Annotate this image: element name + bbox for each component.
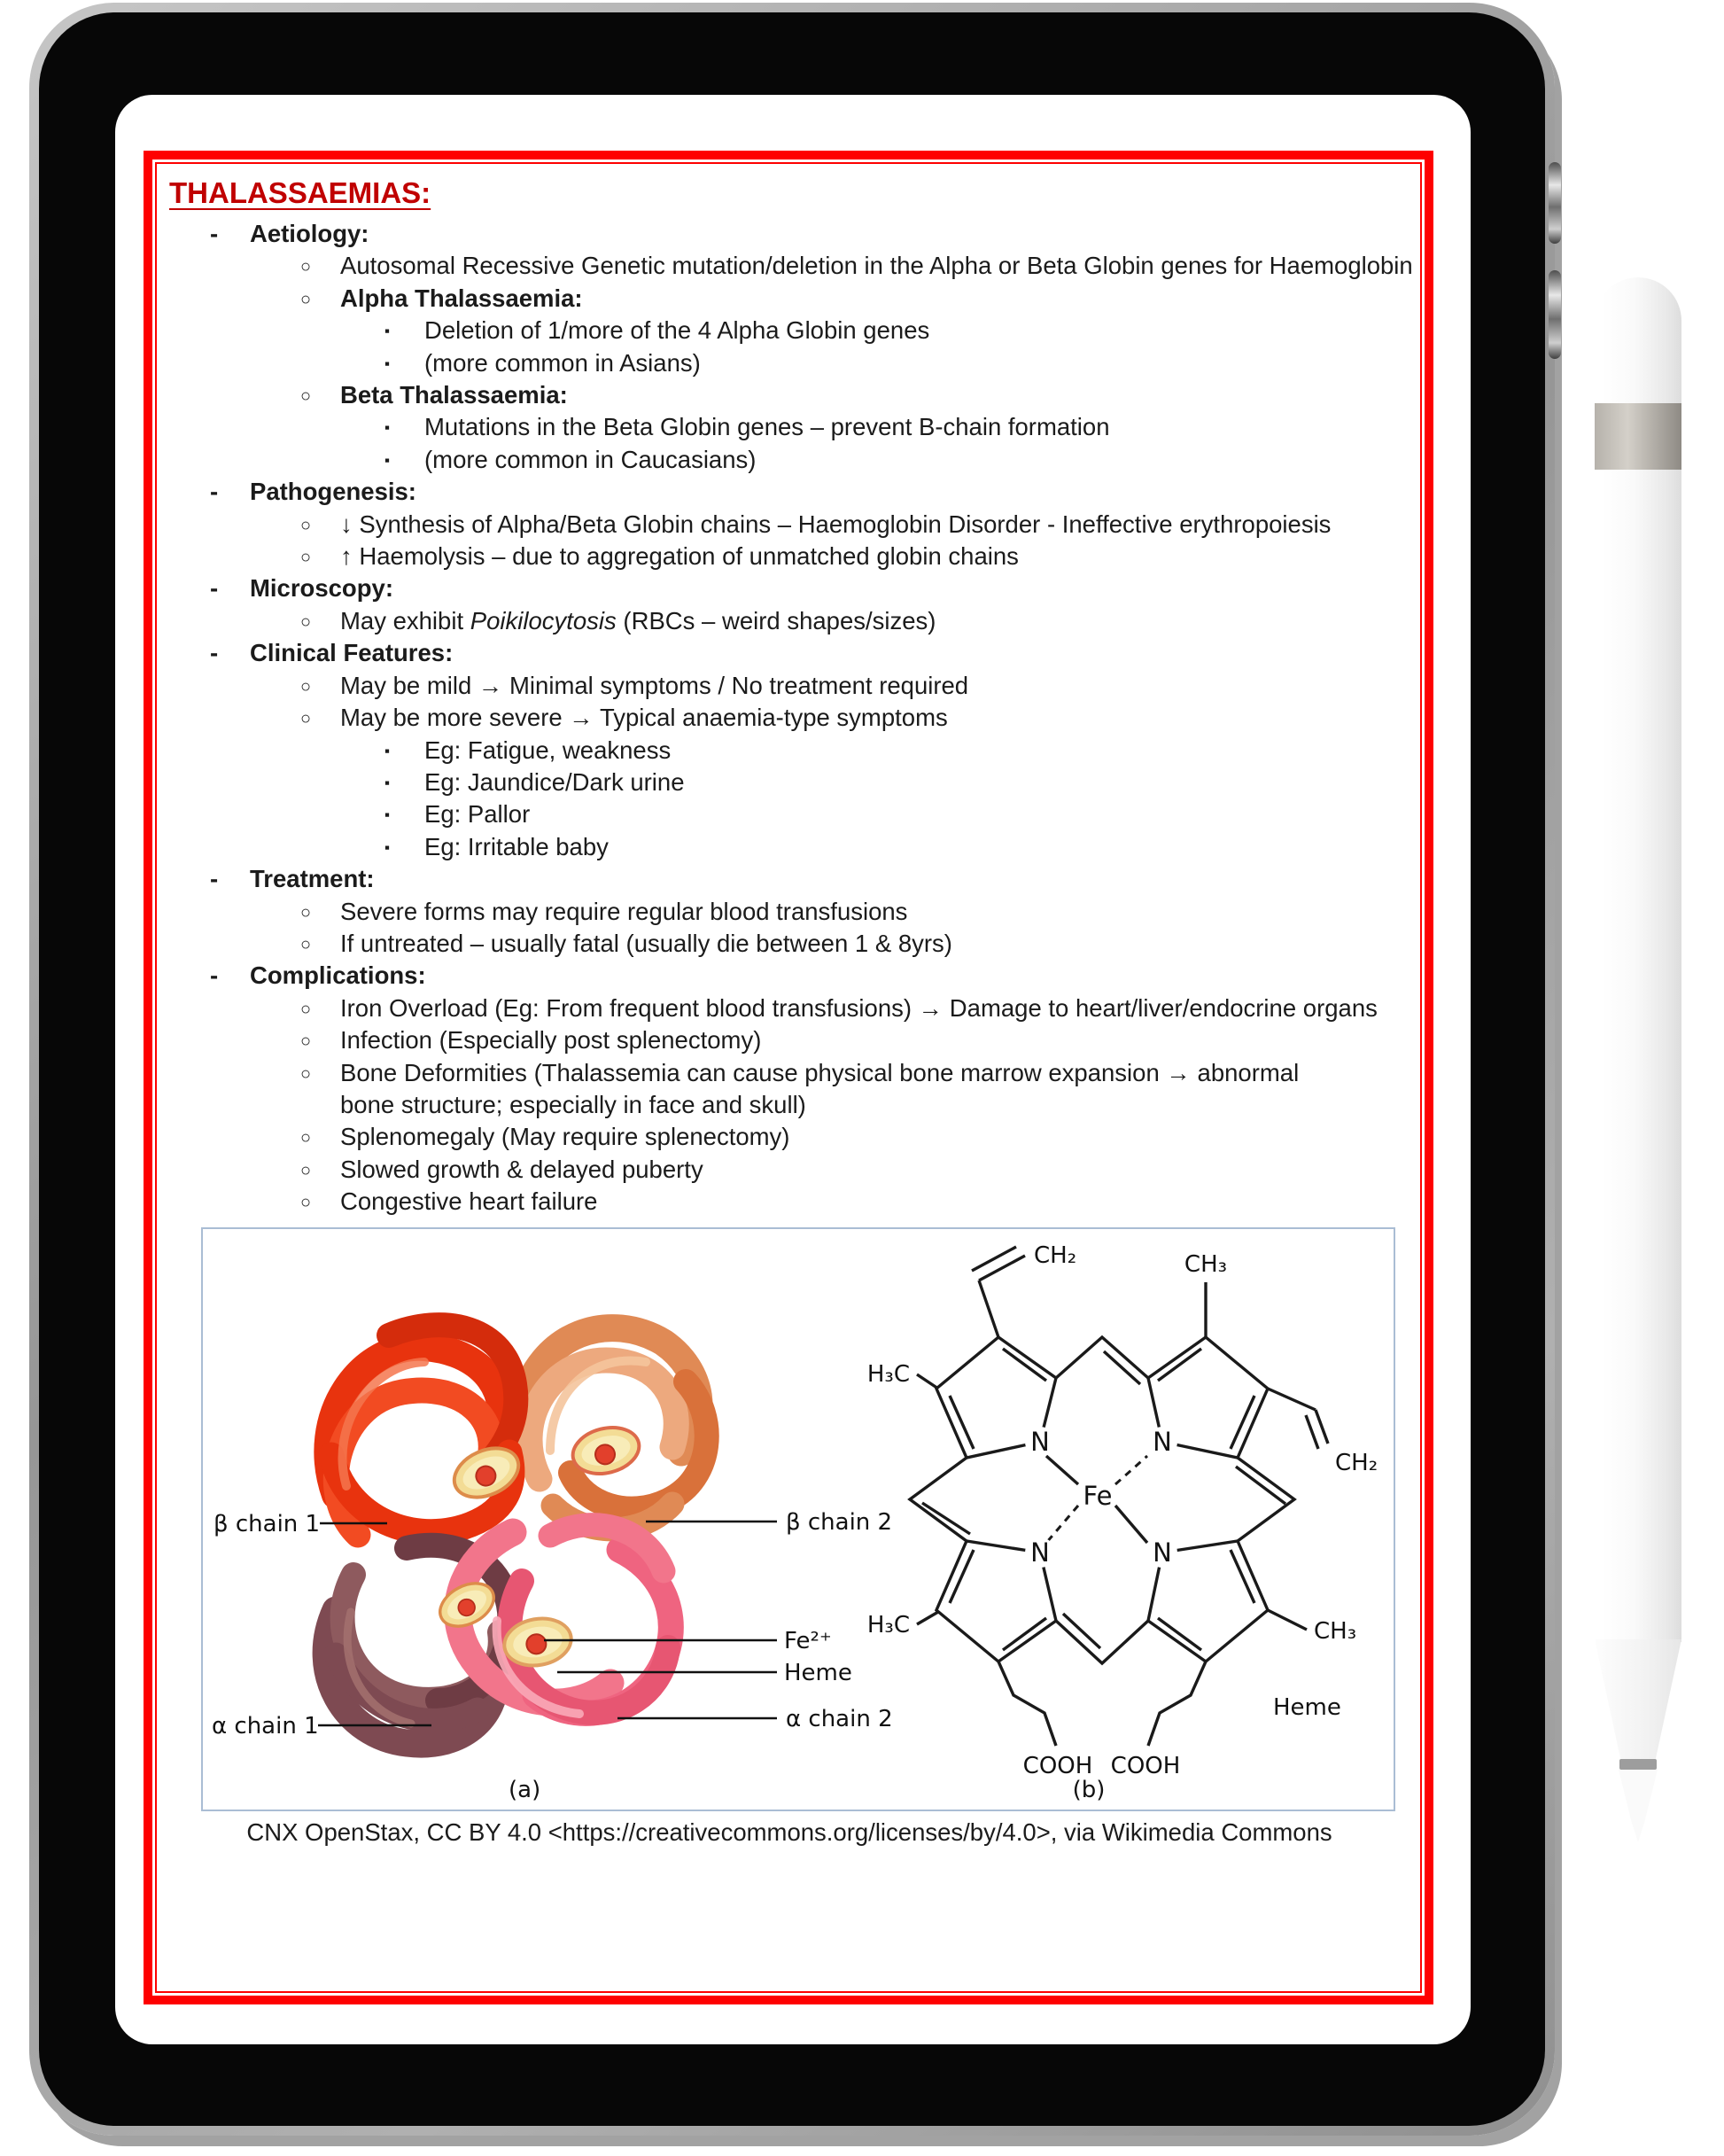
apple-pencil: [1595, 277, 1681, 1864]
list-item-text: Deletion of 1/more of the 4 Alpha Globin genes: [424, 316, 930, 345]
list-item: [167, 411, 1411, 443]
list-item-text: (more common in Asians): [424, 348, 701, 377]
list-item: [167, 992, 1411, 1024]
list-item-text: Treatment:: [250, 865, 375, 893]
panel-b-tag: (b): [1072, 1776, 1106, 1803]
text-italic: Poikilocytosis: [470, 606, 617, 634]
methyl-ch3-bottomright-label: CH₃: [1314, 1617, 1357, 1645]
list-item: [167, 798, 1411, 830]
vinyl-ch2-top-label: CH₂: [1034, 1241, 1077, 1269]
list-item-text: ↑ Haemolysis – due to aggregation of unmatched globin chains: [340, 542, 1019, 571]
list-item: [167, 702, 1411, 734]
alpha-chain-2-label: α chain 2: [786, 1705, 893, 1732]
dash-bullet: -: [210, 961, 219, 990]
alpha-chain-2-illustration: [458, 1524, 671, 1713]
list-item: [167, 767, 1411, 798]
list-item: [167, 1121, 1411, 1153]
list-item-text: [340, 605, 936, 637]
list-item-text: Microscopy:: [250, 574, 393, 603]
list-item: [167, 476, 1411, 508]
circle-bullet: ○: [300, 386, 312, 407]
text-pre: May exhibit: [340, 606, 470, 634]
square-bullet: ▪: [384, 774, 391, 791]
alpha-chain-1-label: α chain 1: [212, 1712, 319, 1740]
page-title: THALASSAEMIAS:: [169, 176, 431, 209]
list-item: [167, 1057, 1411, 1122]
list-item-text: Congestive heart failure: [340, 1187, 598, 1216]
circle-bullet: ○: [300, 257, 312, 277]
list-item: [167, 1024, 1411, 1056]
list-item-text: Eg: Jaundice/Dark urine: [424, 767, 685, 796]
list-item-text: Infection (Especially post splenectomy): [340, 1026, 762, 1055]
circle-bullet: ○: [300, 548, 312, 568]
methyl-ch3-top-label: CH₃: [1184, 1250, 1228, 1278]
square-bullet: ▪: [384, 806, 391, 824]
list-item-text: Beta Thalassaemia:: [340, 381, 568, 409]
list-item: [167, 347, 1411, 379]
list-item-text: Eg: Fatigue, weakness: [424, 736, 672, 764]
nitrogen-label-tl: N: [1030, 1426, 1050, 1457]
tablet-screen: [115, 95, 1471, 2044]
square-bullet: ▪: [384, 323, 391, 340]
figure-attribution: CNX OpenStax, CC BY 4.0 <https://creativecommons.org/licenses/by/4.0>, via Wikimedia Commons: [246, 1817, 1332, 1846]
circle-bullet: ○: [300, 1160, 312, 1180]
list-item-text: Aetiology:: [250, 220, 369, 247]
cooh-left-label: COOH: [1022, 1752, 1093, 1779]
list-item: [167, 637, 1411, 669]
circle-bullet: ○: [300, 676, 312, 697]
list-item-text: Pathogenesis:: [250, 478, 416, 506]
list-item: [167, 572, 1411, 604]
list-item-text: Autosomal Recessive Genetic mutation/deletion in the Alpha or Beta Globin genes for Haemoglobin: [340, 252, 1413, 280]
nitrogen-label-bl: N: [1030, 1537, 1050, 1568]
list-item: [167, 218, 1411, 250]
pencil-taper: [1595, 1639, 1681, 1760]
list-item: [167, 509, 1411, 541]
list-item-text: Slowed growth & delayed puberty: [340, 1155, 703, 1183]
list-item-text: (more common in Caucasians): [424, 445, 757, 473]
circle-bullet: ○: [300, 289, 312, 309]
beta-chain-2-label: β chain 2: [786, 1508, 893, 1536]
list-item: [167, 831, 1411, 863]
vinyl-ch2-right-label: CH₂: [1335, 1449, 1378, 1476]
list-item: [167, 1186, 1411, 1218]
dash-bullet: -: [210, 865, 219, 893]
list-item: [167, 928, 1411, 960]
fe-ion-label: Fe²⁺: [784, 1627, 832, 1654]
square-bullet: ▪: [384, 419, 391, 437]
nitrogen-label-br: N: [1153, 1537, 1172, 1568]
circle-bullet: ○: [300, 611, 312, 632]
list-item-text: Eg: Irritable baby: [424, 832, 609, 860]
pencil-tip: [1618, 1770, 1658, 1842]
list-item: [167, 1154, 1411, 1186]
list-item-text: Eg: Pallor: [424, 800, 531, 829]
circle-bullet: ○: [300, 1193, 312, 1213]
list-item-text: Splenomegaly (May require splenectomy): [340, 1123, 790, 1151]
figure-haemoglobin-heme: [201, 1227, 1395, 1811]
dash-bullet: -: [210, 574, 219, 603]
beta-chain-1-label: β chain 1: [214, 1510, 321, 1537]
heme-label-b: Heme: [1273, 1693, 1341, 1721]
list-item: [167, 541, 1411, 572]
circle-bullet: ○: [300, 1063, 312, 1084]
document-page: [144, 151, 1433, 2004]
list-item-text: If untreated – usually fatal (usually die between 1 & 8yrs): [340, 929, 952, 957]
methyl-h3c-bottomleft-label: H₃C: [866, 1611, 910, 1638]
beta-chain-1-illustration: [328, 1325, 516, 1535]
circle-bullet: ○: [300, 934, 312, 954]
circle-bullet: ○: [300, 1128, 312, 1148]
nitrogen-label-tr: N: [1153, 1426, 1172, 1457]
text-post: (RBCs – weird shapes/sizes): [616, 606, 936, 634]
figure-illustration: [203, 1229, 1394, 1810]
list-item: [167, 863, 1411, 895]
dash-bullet: -: [210, 639, 219, 667]
dash-bullet: -: [210, 478, 219, 506]
cooh-right-label: COOH: [1110, 1752, 1181, 1779]
pencil-tip-ring: [1619, 1759, 1657, 1770]
list-item: [167, 670, 1411, 702]
circle-bullet: ○: [300, 515, 312, 535]
list-item-text: Iron Overload (Eg: From frequent blood transfusions) → Damage to heart/liver/endocrine organs: [340, 993, 1378, 1022]
panel-a-tag: (a): [509, 1776, 541, 1803]
list-item: [167, 379, 1411, 411]
volume-down-button: [1549, 270, 1561, 359]
heme-label-a: Heme: [784, 1659, 852, 1686]
dash-bullet: -: [210, 220, 219, 247]
list-item-text: May be mild → Minimal symptoms / No treatment required: [340, 671, 969, 699]
list-item: [167, 960, 1411, 992]
list-item-text: Alpha Thalassaemia:: [340, 284, 583, 312]
list-item-text: May be more severe → Typical anaemia-type symptoms: [340, 704, 948, 732]
iron-label: Fe: [1083, 1480, 1113, 1511]
list-item: [167, 250, 1411, 282]
list-item: [167, 735, 1411, 767]
pencil-silver-band: [1595, 403, 1681, 470]
document-page-inner: [155, 162, 1422, 1993]
circle-bullet: ○: [300, 709, 312, 729]
pencil-body: [1595, 277, 1681, 1642]
list-item: [167, 896, 1411, 928]
volume-up-button: [1549, 162, 1561, 244]
square-bullet: ▪: [384, 838, 391, 856]
square-bullet: ▪: [384, 742, 391, 759]
list-item: [167, 283, 1411, 315]
list-item-text: Bone Deformities (Thalassemia can cause physical bone marrow expansion → abnormal bone structure; especially in face and skull): [340, 1058, 1300, 1118]
circle-bullet: ○: [300, 999, 312, 1019]
circle-bullet: ○: [300, 902, 312, 922]
list-item: [167, 605, 1411, 637]
square-bullet: ▪: [384, 354, 391, 372]
list-item-text: Complications:: [250, 961, 426, 990]
list-item: [167, 444, 1411, 476]
square-bullet: ▪: [384, 451, 391, 469]
list-item: [167, 315, 1411, 346]
tablet-device: [29, 3, 1555, 2136]
list-item-text: ↓ Synthesis of Alpha/Beta Globin chains – Haemoglobin Disorder - Ineffective erythropoiesis: [340, 510, 1332, 538]
circle-bullet: ○: [300, 1031, 312, 1052]
list-item-text: Clinical Features:: [250, 639, 454, 667]
methyl-h3c-topleft-label: H₃C: [866, 1360, 910, 1388]
list-item-text: Severe forms may require regular blood transfusions: [340, 897, 908, 925]
list-item-text: Mutations in the Beta Globin genes – prevent B-chain formation: [424, 413, 1110, 441]
heme-structure: [867, 1242, 1378, 1803]
